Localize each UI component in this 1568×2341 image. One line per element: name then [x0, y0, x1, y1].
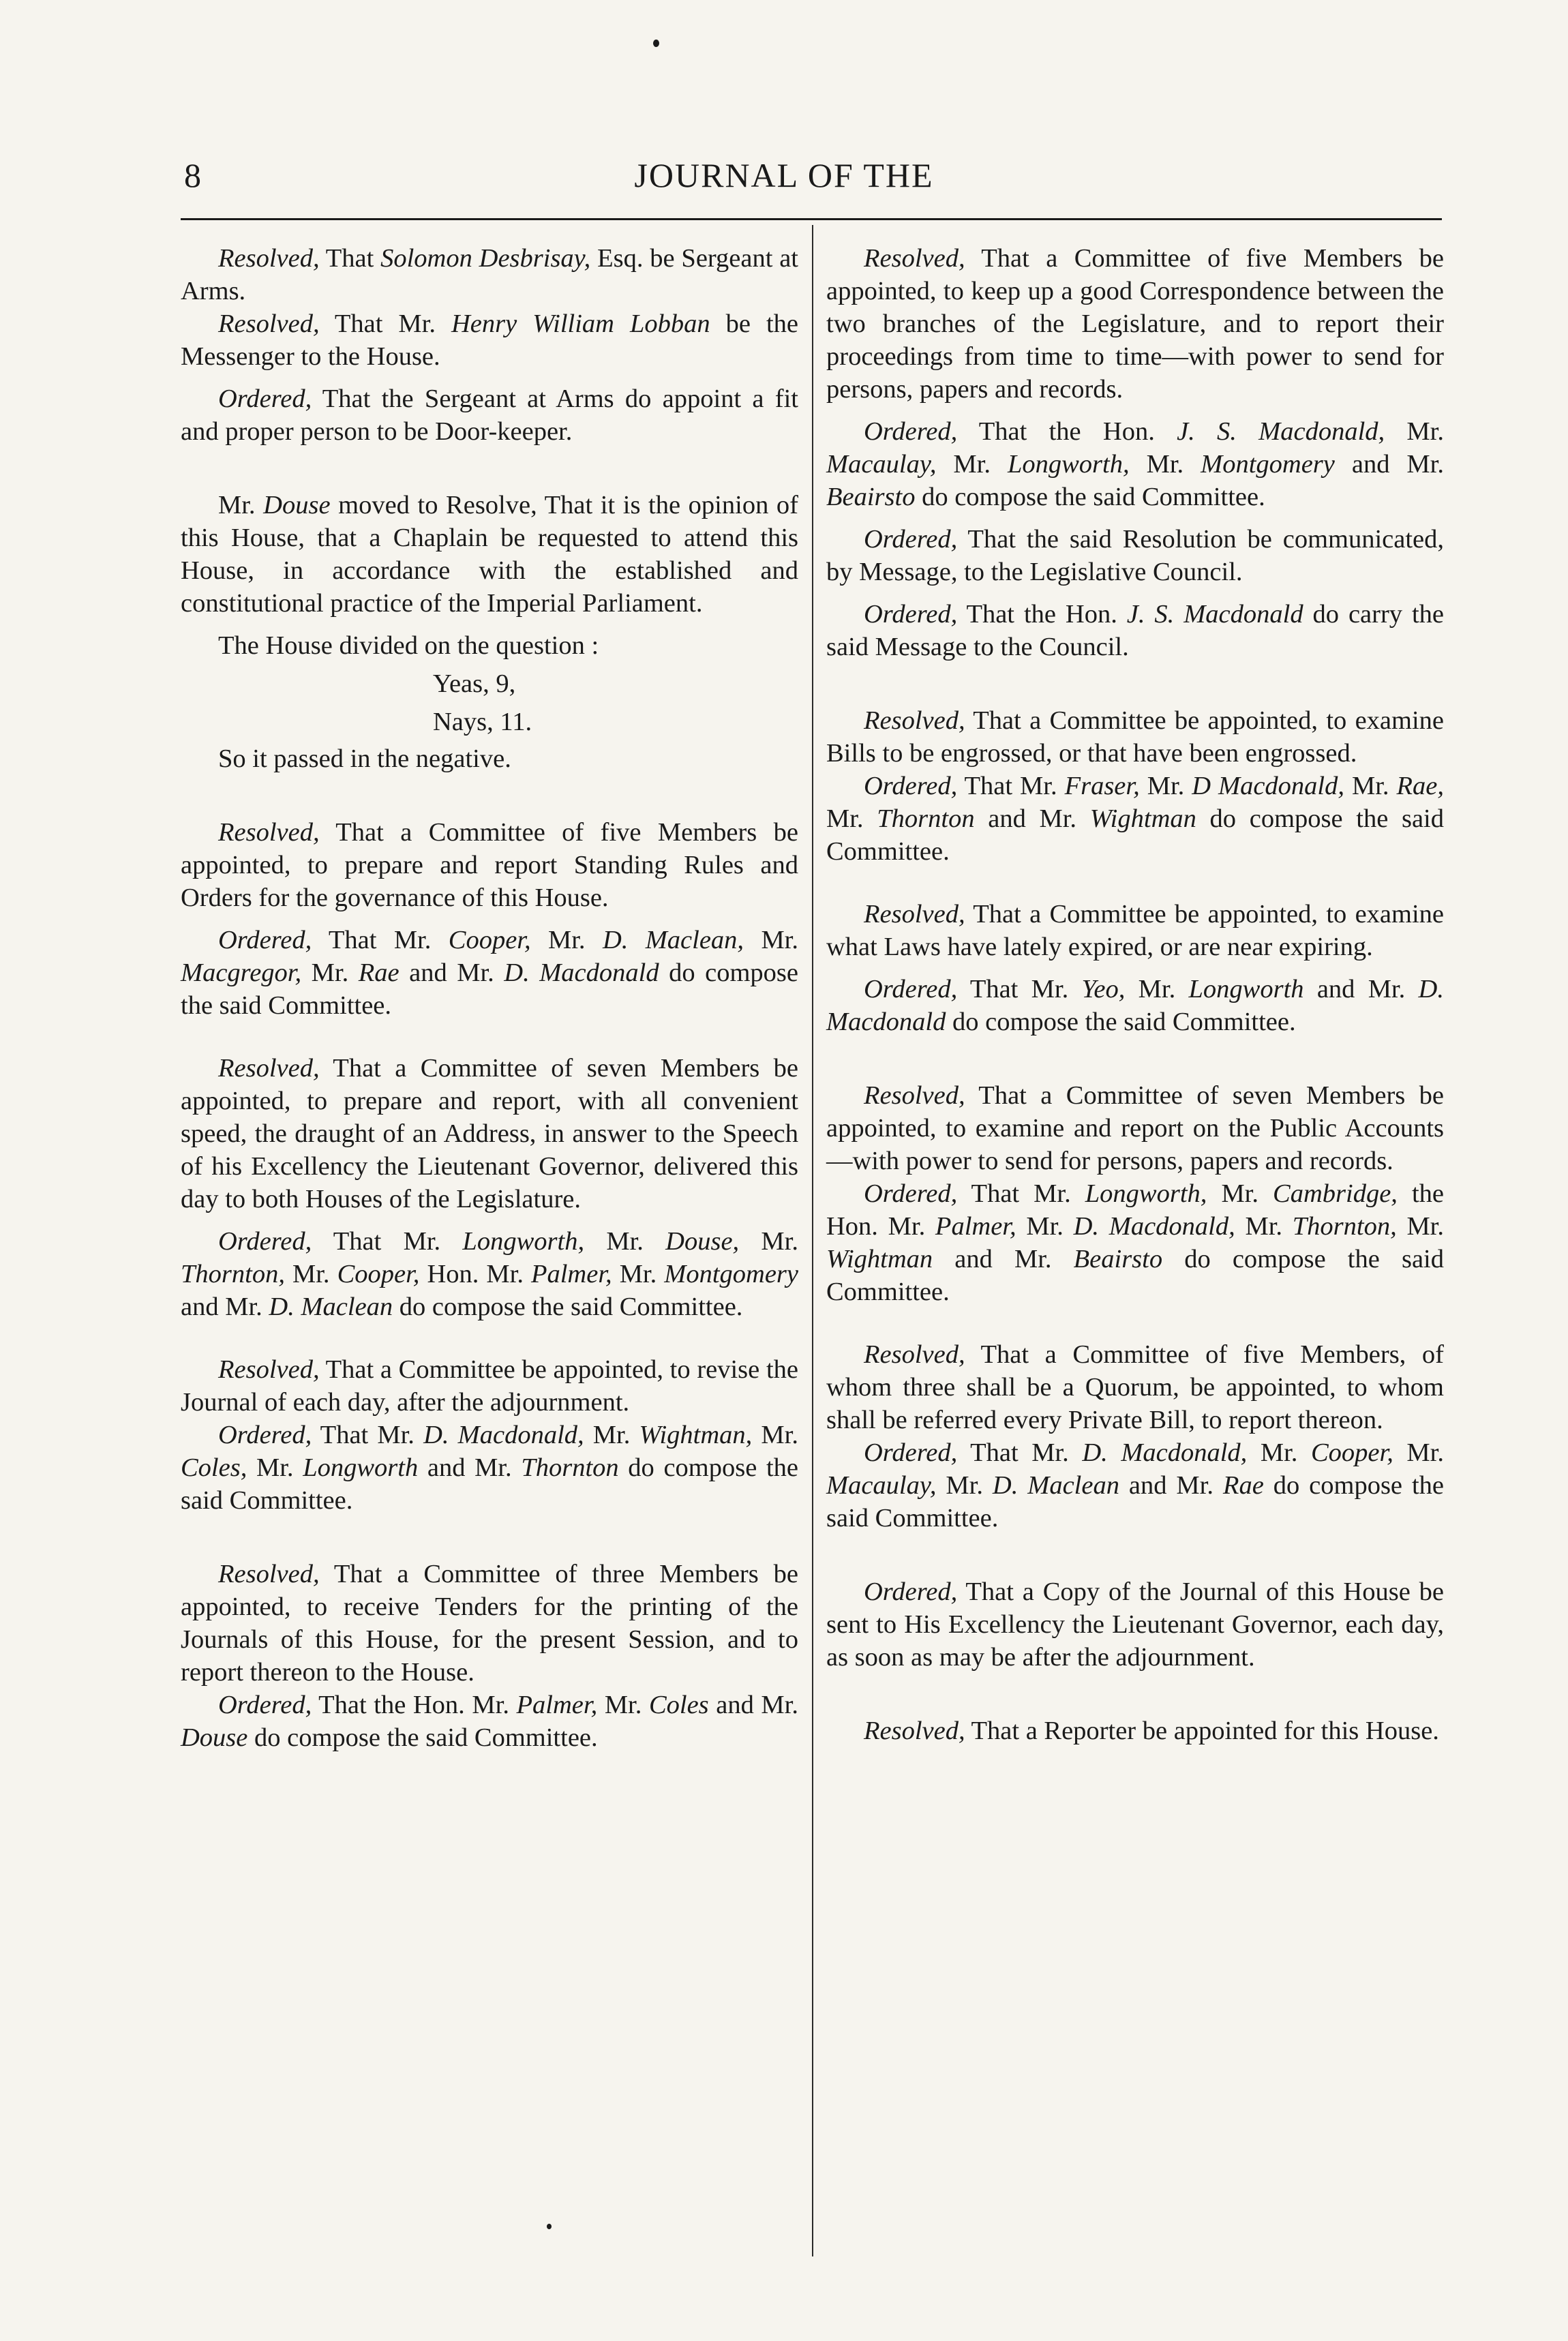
entry-segment: Longworth — [1188, 975, 1304, 1003]
entry-segment: Macaulay, — [826, 1471, 937, 1500]
entry-lead: Ordered, — [864, 600, 958, 629]
entry-standing-rules — [181, 816, 798, 914]
entry-text — [181, 816, 798, 914]
entry-text — [826, 415, 1444, 513]
entry-segment: Mr. — [1235, 1212, 1293, 1241]
entry-segment: and Mr. — [708, 1691, 798, 1719]
entry-lead: Ordered, — [864, 1179, 958, 1208]
entry-communicate-resolution — [826, 523, 1444, 588]
entry-segment: That a Committee be appointed, to examine what Laws have lately expired, or are near expiring. — [826, 900, 1444, 961]
entry-lead: Ordered, — [864, 525, 958, 554]
entry-text — [181, 1689, 798, 1754]
entry-segment: Mr. — [301, 958, 359, 987]
entry-segment: That — [319, 244, 381, 273]
entry-segment: Mr. — [936, 450, 1008, 479]
entry-segment: Macaulay, — [826, 450, 937, 479]
entry-engrossed-bills — [826, 704, 1444, 770]
running-head: JOURNAL OF THE — [634, 156, 934, 194]
entry-text — [826, 704, 1444, 770]
entry-printing-members — [181, 1689, 798, 1754]
entry-segment: do compose the said Committee. — [946, 1008, 1296, 1036]
entry-text — [826, 1177, 1444, 1308]
entry-segment: the Hon. Mr. — [826, 1179, 1444, 1241]
entry-segment: D. Macdonald — [504, 958, 659, 987]
entry-segment: Mr. — [1385, 417, 1444, 446]
entry-text — [181, 1353, 798, 1419]
entry-segment: D. Maclean — [992, 1471, 1119, 1500]
entry-segment: Palmer, — [516, 1691, 598, 1719]
entry-segment: So it passed in the negative. — [218, 744, 511, 773]
entry-lead: Ordered, — [218, 384, 312, 413]
entry-segment: Palmer, — [935, 1212, 1016, 1241]
entry-text — [826, 523, 1444, 588]
entry-segment: Beairsto — [826, 483, 916, 511]
entry-engrossed-members — [826, 770, 1444, 868]
entry-segment: That the Sergeant at Arms do appoint a fit and proper person to be Door-keeper. — [181, 384, 798, 446]
entry-segment: That Mr. — [957, 1179, 1085, 1208]
entry-reporter — [826, 1715, 1444, 1747]
entry-segment: and Mr. — [1334, 450, 1444, 479]
entry-segment: Fraser, — [1064, 772, 1140, 800]
entry-text — [181, 629, 798, 662]
entry-segment: Mr. — [1207, 1179, 1273, 1208]
entry-segment: Coles — [648, 1691, 709, 1719]
entry-correspondence-committee — [826, 242, 1444, 406]
entry-segment: Wightman — [826, 1245, 933, 1273]
entry-lead: Ordered, — [218, 1691, 312, 1719]
entry-segment: Solomon Desbrisay, — [380, 244, 591, 273]
entry-messenger — [181, 307, 798, 373]
entry-lead: Resolved, — [864, 706, 965, 735]
entry-segment: That Mr. — [312, 926, 449, 954]
entry-segment: Mr. — [1129, 450, 1201, 479]
entry-lead: Ordered, — [218, 1421, 312, 1449]
entry-segment: Rae — [358, 958, 399, 987]
entry-segment: Mr. — [1016, 1212, 1074, 1241]
page-number: 8 — [184, 156, 201, 194]
entry-segment: That the Hon. — [957, 600, 1127, 629]
entry-segment: and Mr. — [399, 958, 504, 987]
entry-text — [181, 242, 798, 307]
entry-segment: Hon. Mr. — [419, 1260, 531, 1288]
entry-text — [181, 742, 798, 775]
entry-segment: Mr. — [1247, 1438, 1311, 1467]
entry-segment: and Mr. — [1303, 975, 1419, 1003]
entry-text — [826, 1338, 1444, 1436]
entry-segment: and Mr. — [974, 804, 1090, 833]
entry-lead: Resolved, — [864, 1717, 965, 1745]
entry-segment: Longworth, — [462, 1227, 585, 1256]
entry-segment: That a Copy of the Journal of this House be sent to His Excellency the Lieutenant Governor, each day, as soon as may be after the adjournment. — [826, 1577, 1444, 1672]
entry-segment: do compose the said Committee. — [181, 958, 798, 1020]
entry-segment: That a Committee of three Members be appointed, to receive Tenders for the printing of the Journals of this House, for the present Session, and to report thereon to the House. — [181, 1560, 798, 1687]
entry-segment: Mr. — [1139, 772, 1192, 800]
entry-segment: Mr. — [1125, 975, 1189, 1003]
entry-segment: D. Macdonald — [826, 975, 1444, 1036]
entry-lead: Ordered, — [864, 975, 958, 1003]
entry-segment: Cambridge, — [1273, 1179, 1398, 1208]
entry-segment: D. Maclean, — [602, 926, 744, 954]
entry-segment: That a Committee be appointed, to examine Bills to be engrossed, or that have been engrossed. — [826, 706, 1444, 768]
entry-text — [826, 770, 1444, 868]
entry-private-bills — [826, 1338, 1444, 1436]
entry-segment: do carry the said Message to the Council. — [826, 600, 1444, 661]
entry-lead: Resolved, — [218, 1355, 320, 1384]
entry-segment: do compose the said Committee. — [181, 1453, 798, 1515]
entry-segment: Mr. — [584, 1227, 666, 1256]
entry-segment: moved to Resolve, That it is the opinion of this House, that a Chaplain be requested to attend this House, in accordance with the established and constitutional practice of the Imperial Parliament. — [181, 491, 798, 618]
column-divider — [812, 225, 813, 2256]
entry-lead: Resolved, — [218, 309, 320, 338]
entry-segment: Thornton, — [1292, 1212, 1397, 1241]
entry-lead: Resolved, — [864, 1081, 965, 1110]
entry-segment: That the Hon. Mr. — [312, 1691, 517, 1719]
entry-lead: Ordered, — [218, 926, 312, 954]
entry-segment: Palmer, — [530, 1260, 612, 1288]
entry-segment: Longworth, — [1085, 1179, 1207, 1208]
entry-segment: That the Hon. — [957, 417, 1177, 446]
entry-text — [181, 489, 798, 620]
entry-journal-revision — [181, 1353, 798, 1419]
entry-text — [181, 382, 798, 448]
entry-lead: Resolved, — [864, 900, 965, 928]
entry-text — [826, 1436, 1444, 1535]
entry-segment: Douse — [181, 1723, 248, 1752]
speck-bottom — [547, 2224, 552, 2229]
entry-text — [181, 1419, 798, 1517]
entry-segment: Mr. — [597, 1691, 649, 1719]
entry-segment: Mr. — [1393, 1438, 1444, 1467]
entry-lead: Resolved, — [218, 244, 320, 273]
entry-segment: do compose the said Committee. — [826, 1245, 1444, 1306]
left-column — [181, 242, 798, 1754]
entry-segment: Cooper, — [1311, 1438, 1393, 1467]
entry-segment: Longworth, — [1007, 450, 1130, 479]
entry-segment: D. Maclean — [269, 1293, 393, 1321]
entry-segment: Thornton, — [181, 1260, 285, 1288]
entry-chaplain-motion — [181, 489, 798, 620]
entry-lead: Ordered, — [864, 772, 958, 800]
entry-segment: Montgomery — [664, 1260, 798, 1288]
entry-text — [826, 1715, 1444, 1747]
entry-segment: D. Macdonald, — [1073, 1212, 1235, 1241]
entry-segment: That Mr. — [319, 309, 451, 338]
entry-lead: Ordered, — [864, 1577, 958, 1606]
entry-segment: That a Committee of seven Members be appointed, to prepare and report, with all convenient speed, the draught of an Address, in answer to the Speech of his Excellency the Lieutenant Governor, delivered this day to both Houses of the Legislature. — [181, 1054, 798, 1213]
entry-segment: and Mr. — [1119, 1471, 1223, 1500]
entry-segment: Montgomery — [1201, 450, 1335, 479]
entry-expired-laws — [826, 898, 1444, 963]
entry-segment: do compose the said Committee. — [826, 1471, 1444, 1532]
entry-sergeant-at-arms — [181, 242, 798, 307]
entry-segment: That a Committee of five Members be appointed, to keep up a good Correspondence between the two branches of the Legislature, and to report their proceedings from time to time—with power to send for persons, papers and records. — [826, 244, 1444, 404]
entry-lead: Resolved, — [864, 1340, 965, 1369]
entry-lead: Resolved, — [218, 1560, 320, 1588]
entry-segment: Mr. — [284, 1260, 337, 1288]
entry-expired-laws-members — [826, 973, 1444, 1038]
entry-segment: Mr. — [612, 1260, 665, 1288]
entry-lead: Ordered, — [218, 1227, 312, 1256]
entry-segment: The House divided on the question : — [218, 631, 599, 660]
entry-segment: That Mr. — [957, 772, 1065, 800]
entry-segment: Esq. be Sergeant at Arms. — [181, 244, 799, 305]
entry-segment: J. S. Macdonald, — [1177, 417, 1385, 446]
entry-segment: Longworth — [303, 1453, 419, 1482]
entry-segment: Mr. — [247, 1453, 303, 1482]
entry-segment: Mr. — [826, 804, 877, 833]
entry-segment: Rae, — [1396, 772, 1444, 800]
entry-address-committee — [181, 1052, 798, 1215]
entry-text — [826, 973, 1444, 1038]
entry-lead: Resolved, — [218, 1054, 320, 1083]
entry-segment: Mr. — [530, 926, 603, 954]
entry-segment: be the Messenger to the House. — [181, 309, 798, 371]
entry-segment: and Mr. — [181, 1293, 269, 1321]
entry-segment: do compose the said Committee. — [915, 483, 1265, 511]
entry-segment: Yeo, — [1081, 975, 1126, 1003]
entry-segment: That Mr. — [312, 1421, 424, 1449]
entry-segment: Macgregor, — [181, 958, 302, 987]
entry-text — [181, 1225, 798, 1323]
entry-segment: Thornton — [521, 1453, 619, 1482]
entry-segment: Henry William Lobban — [451, 309, 710, 338]
right-column — [826, 242, 1444, 1747]
entry-segment: Mr. — [936, 1471, 993, 1500]
entry-segment: That the said Resolution be communicated, by Message, to the Legislative Council. — [826, 525, 1444, 586]
entry-lead: Resolved, — [218, 818, 320, 847]
entry-segment: do compose the said Committee. — [826, 804, 1444, 866]
entry-segment: That a Committee of five Members, of whom three shall be a Quorum, be appointed, to whom shall be referred every Private Bill, to report thereon. — [826, 1340, 1444, 1434]
entry-negative — [181, 742, 798, 775]
entry-segment: That Mr. — [312, 1227, 463, 1256]
entry-segment: and Mr. — [418, 1453, 522, 1482]
entry-text — [181, 307, 798, 373]
entry-journal-copy — [826, 1575, 1444, 1674]
entry-segment: Mr. — [739, 1227, 798, 1256]
entry-public-accounts — [826, 1079, 1444, 1177]
entry-text — [826, 242, 1444, 406]
entry-segment: Cooper, — [337, 1260, 420, 1288]
entry-segment: Coles, — [181, 1453, 247, 1482]
entry-segment: D Macdonald, — [1192, 772, 1344, 800]
entry-door-keeper — [181, 382, 798, 448]
entry-lead: Resolved, — [864, 244, 965, 273]
entry-segment: Mr. — [584, 1421, 639, 1449]
entry-segment: Mr. — [1344, 772, 1397, 800]
entry-standing-rules-members — [181, 924, 798, 1022]
entry-segment: That a Committee of seven Members be appointed, to examine and report on the Public Accounts—with power to send for persons, papers and records. — [826, 1081, 1444, 1175]
entry-lead: Mr. — [218, 491, 264, 519]
entry-segment: That a Committee of five Members be appointed, to prepare and report Standing Rules and Orders for the governance of this House. — [181, 818, 798, 912]
entry-segment: Cooper, — [448, 926, 531, 954]
entry-segment: That Mr. — [957, 1438, 1083, 1467]
entry-segment: Rae — [1222, 1471, 1264, 1500]
entry-text — [826, 1079, 1444, 1177]
header-rule — [181, 218, 1442, 220]
entry-segment: Beairsto — [1073, 1245, 1163, 1273]
entry-segment: Thornton — [877, 804, 975, 833]
entry-text — [826, 898, 1444, 963]
entry-text — [181, 1052, 798, 1215]
entry-text — [826, 598, 1444, 663]
entry-segment: That a Reporter be appointed for this House. — [965, 1717, 1439, 1745]
entry-segment: That a Committee be appointed, to revise the Journal of each day, after the adjournment. — [181, 1355, 798, 1417]
entry-correspondence-members — [826, 415, 1444, 513]
entry-text — [181, 924, 798, 1022]
entry-lead: Ordered, — [864, 417, 958, 446]
entry-journal-revision-members — [181, 1419, 798, 1517]
entry-segment: D. Macdonald, — [1082, 1438, 1248, 1467]
entry-text — [826, 1575, 1444, 1674]
entry-private-bills-members — [826, 1436, 1444, 1535]
entry-segment: Wightman — [1089, 804, 1196, 833]
entry-address-members — [181, 1225, 798, 1323]
entry-segment: That Mr. — [957, 975, 1082, 1003]
speck-top — [653, 40, 659, 47]
entry-lead: Ordered, — [864, 1438, 958, 1467]
vote-yeas: Yeas, 9, — [433, 669, 516, 698]
entry-segment: and Mr. — [933, 1245, 1074, 1273]
entry-segment: Wightman, — [639, 1421, 753, 1449]
entry-segment: do compose the said Committee. — [393, 1293, 743, 1321]
entry-text — [181, 1558, 798, 1689]
entry-printing-tenders — [181, 1558, 798, 1689]
entry-segment: Douse, — [665, 1227, 740, 1256]
entry-public-accounts-members — [826, 1177, 1444, 1308]
entry-segment: do compose the said Committee. — [247, 1723, 598, 1752]
entry-segment: J. S. Macdonald — [1126, 600, 1303, 629]
entry-carry-message — [826, 598, 1444, 663]
entry-segment: Mr. — [752, 1421, 798, 1449]
entry-segment: Mr. — [1396, 1212, 1445, 1241]
entry-division — [181, 629, 798, 662]
vote-nays: Nays, 11. — [433, 708, 532, 736]
entry-segment: Douse — [263, 491, 331, 519]
entry-segment: Mr. — [744, 926, 798, 954]
entry-segment: D. Macdonald, — [423, 1421, 584, 1449]
